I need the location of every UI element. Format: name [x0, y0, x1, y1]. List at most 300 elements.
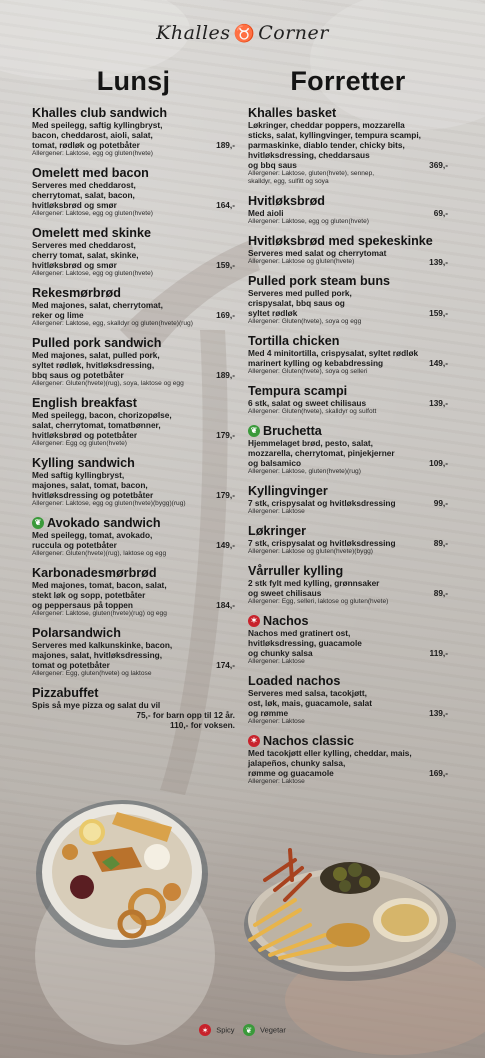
menu-item-desc-line — [248, 150, 448, 160]
menu-item-desc — [32, 410, 235, 440]
allergen-text: Allergener: Laktose — [248, 508, 305, 515]
menu-item-desc — [32, 240, 235, 270]
menu-item-desc-text: Med speilegg, saftig kyllingbryst, — [32, 120, 163, 130]
menu-item-name — [248, 674, 448, 688]
menu-item-name-text: Omelett med bacon — [32, 166, 149, 180]
allergen-text: Allergener: Laktose og gluten(hvete)(bygg) — [248, 548, 373, 555]
menu-item-desc — [32, 180, 235, 210]
allergen-line — [32, 270, 235, 278]
forretter-items — [248, 106, 448, 786]
bull-icon: ♉ — [233, 24, 256, 44]
menu-item-name — [32, 106, 235, 120]
menu-item-name — [248, 106, 448, 120]
menu-item-desc-line — [32, 470, 235, 480]
allergen-text: Allergener: Laktose, egg og gluten(hvete) — [248, 218, 369, 225]
menu-item-desc-line — [248, 698, 448, 708]
menu-item-allergens — [32, 270, 235, 278]
menu-item-desc-line — [248, 348, 448, 358]
menu-item-desc-line — [248, 120, 448, 130]
allergen-line — [32, 210, 235, 218]
menu-item-name — [248, 524, 448, 538]
menu-item-name — [32, 626, 235, 640]
menu-item-name: Pizzabuffet — [32, 686, 99, 700]
menu-item-desc-text: Løkringer, cheddar poppers, mozzarella — [248, 120, 405, 130]
menu-item-name — [32, 226, 235, 240]
menu-item-desc-line — [32, 140, 235, 150]
menu-item-desc-line — [248, 538, 448, 548]
menu-item-allergens — [248, 318, 448, 326]
allergen-line — [248, 408, 448, 416]
menu-item-desc-text: og bbq saus — [248, 160, 297, 170]
menu-item-name-text: Nachos classic — [263, 734, 355, 748]
menu-item-desc-text: cherry tomat, salat, skinke, — [32, 250, 139, 260]
menu-item-allergens — [248, 170, 448, 186]
menu-item-desc-text: majones, salat, hvitløksdressing, — [32, 650, 163, 660]
menu-item-desc — [248, 578, 448, 598]
menu-item-desc-text: Serveres med cheddarost, — [32, 240, 136, 250]
menu-item-name — [248, 614, 448, 628]
menu-item-desc-text: og sweet chilisaus — [248, 588, 322, 598]
menu-item-omelett-med-skinke — [32, 226, 235, 278]
menu-item-desc — [32, 640, 235, 670]
menu-item-desc-text: Nachos med gratinert ost, — [248, 628, 351, 638]
menu-item-allergens — [32, 210, 235, 218]
allergen-line — [32, 550, 235, 558]
menu-item-desc — [248, 120, 448, 170]
menu-item-desc-line — [32, 530, 235, 540]
menu-item-desc-line — [248, 160, 448, 170]
menu-item-desc-text: Hjemmelaget brød, pesto, salat, — [248, 438, 373, 448]
menu-item-desc-text: ruccula og potetbåter — [32, 540, 117, 550]
menu-item-desc-line — [248, 498, 448, 508]
menu-item-desc — [248, 438, 448, 468]
menu-item-name-text: Løkringer — [248, 524, 307, 538]
allergen-text: Allergener: Laktose og gluten(hvete) — [248, 258, 355, 265]
menu-item-desc-text: Med majones, salat, cherrytomat, — [32, 300, 163, 310]
menu-item-desc-text: bacon, cheddarost, aioli, salat, — [32, 130, 153, 140]
menu-item-name-text: Rekesmørbrød — [32, 286, 121, 300]
menu-item-desc-text: syltet rødløk, hvitløksdressing, — [32, 360, 155, 370]
menu-item-name-text: Omelett med skinke — [32, 226, 151, 240]
menu-item-allergens — [248, 258, 448, 266]
menu-item-desc — [248, 398, 448, 408]
menu-item-desc-text: tomat og potetbåter — [32, 660, 110, 670]
menu-item-desc-line — [32, 310, 235, 320]
legend-veg-label: Vegetar — [260, 1025, 286, 1035]
menu-item-desc — [32, 470, 235, 500]
menu-item-price: 139,- — [429, 257, 448, 267]
menu-item-name-text: Pulled pork steam buns — [248, 274, 391, 288]
menu-item-desc-line — [248, 448, 448, 458]
menu-item-desc — [248, 538, 448, 548]
forretter-column — [248, 66, 448, 794]
menu-item-price: 99,- — [433, 498, 448, 508]
legend — [0, 1024, 485, 1036]
menu-item-desc-line — [32, 430, 235, 440]
menu-item-desc-text: og chunky salsa — [248, 648, 313, 658]
menu-item-desc-text: Med majones, salat, pulled pork, — [32, 350, 160, 360]
menu-item-desc — [248, 498, 448, 508]
logo-text-right: Corner — [258, 22, 329, 44]
menu-item-price: 69,- — [433, 208, 448, 218]
menu-item-price: 189,- — [216, 140, 235, 150]
menu-item-desc — [32, 350, 235, 380]
menu-item-price: 139,- — [429, 708, 448, 718]
menu-item-price: 149,- — [429, 358, 448, 368]
menu-item-desc-text: hvitløksbrød og smør — [32, 260, 117, 270]
allergen-line — [32, 320, 235, 328]
menu-item-name-text: Hvitløksbrød med spekeskinke — [248, 234, 433, 248]
allergen-text: Allergener: Laktose — [248, 658, 305, 665]
menu-item-name — [248, 234, 448, 248]
menu-item-desc-line — [248, 140, 448, 150]
menu-item-price: 119,- — [429, 648, 448, 658]
menu-item-allergens — [248, 778, 448, 786]
allergen-text: Allergener: Egg, gluten(hvete) og laktose — [32, 670, 152, 677]
menu-item-desc-text: Med speilegg, bacon, chorizopølse, — [32, 410, 172, 420]
menu-item-desc-line — [248, 438, 448, 448]
leaf-icon: ❦ — [243, 1024, 255, 1036]
menu-item-desc-text: ost, løk, mais, guacamole, salat — [248, 698, 373, 708]
menu-item-desc — [248, 248, 448, 258]
allergen-line — [248, 718, 448, 726]
menu-item-price: 139,- — [429, 398, 448, 408]
menu-item-desc — [32, 300, 235, 320]
allergen-line — [248, 218, 448, 226]
allergen-line — [32, 380, 235, 388]
menu-item-desc-line — [32, 370, 235, 380]
allergen-text: Allergener: Laktose, egg og gluten(hvete) — [32, 270, 153, 277]
menu-item-pulled-pork-steam-buns — [248, 274, 448, 326]
menu-item-allergens — [248, 218, 448, 226]
menu-item-allergens — [248, 368, 448, 376]
menu-item-desc-line — [32, 650, 235, 660]
menu-item-avokado-sandwich — [32, 516, 235, 558]
leaf-icon: ❦ — [32, 517, 44, 529]
chili-icon: ✶ — [248, 735, 260, 747]
menu-item-desc-text: 2 stk fylt med kylling, grønnsaker — [248, 578, 380, 588]
menu-item-desc-text: Med majones, tomat, bacon, salat, — [32, 580, 167, 590]
menu-item-price: 189,- — [216, 370, 235, 380]
menu-item-price: 174,- — [216, 660, 235, 670]
menu-item-desc-text: og balsamico — [248, 458, 302, 468]
menu-item-desc-line — [32, 120, 235, 130]
menu-item-desc-text: bbq saus og potetbåter — [32, 370, 124, 380]
menu-item-hvitl-ksbr-d-med-spekeskinke — [248, 234, 448, 266]
menu-item-desc-line — [248, 130, 448, 140]
menu-item-name — [32, 396, 235, 410]
legend-spicy-label: Spicy — [216, 1025, 235, 1035]
menu-item-desc — [248, 748, 448, 778]
allergen-text: Allergener: Gluten(hvete), soya og egg — [248, 318, 362, 325]
menu-item-price: 179,- — [216, 430, 235, 440]
menu-item-khalles-club-sandwich — [32, 106, 235, 158]
menu-item-allergens — [32, 150, 235, 158]
menu-item-bruchetta — [248, 424, 448, 476]
menu-item-desc-line — [32, 240, 235, 250]
menu-item-desc: Spis så mye pizza og salat du vil — [32, 700, 161, 710]
menu-item-desc-text: mozzarella, cherrytomat, pinjekjerner — [248, 448, 395, 458]
chili-icon: ✶ — [248, 615, 260, 627]
allergen-line — [32, 610, 235, 618]
menu-item-kylling-sandwich — [32, 456, 235, 508]
menu-item-desc — [32, 530, 235, 550]
buffet-price-children: 75,- for barn opp til 12 år. — [136, 710, 235, 720]
allergen-text: skalldyr, egg, sulfitt og soya — [248, 178, 329, 185]
menu-item-name-text: Polarsandwich — [32, 626, 121, 640]
menu-item-price: 89,- — [433, 588, 448, 598]
menu-item-allergens — [248, 598, 448, 606]
menu-item-desc-line — [248, 648, 448, 658]
menu-item-desc-text: Med 4 minitortilla, crispysalat, syltet rødløk — [248, 348, 419, 358]
menu-item-name-text: Khalles club sandwich — [32, 106, 168, 120]
menu-item-desc-line — [32, 130, 235, 140]
menu-item-desc-text: parmaskinke, diablo tender, chicky bits, — [248, 140, 405, 150]
menu-item-english-breakfast — [32, 396, 235, 448]
lunsj-items — [32, 106, 235, 678]
menu-item-price: 169,- — [216, 310, 235, 320]
menu-item-khalles-basket — [248, 106, 448, 186]
menu-item-desc-line — [32, 350, 235, 360]
menu-item-desc — [32, 120, 235, 150]
menu-item-name-text: Kylling sandwich — [32, 456, 135, 470]
menu-item-desc-line — [32, 200, 235, 210]
menu-item-price: 159,- — [429, 308, 448, 318]
menu-item-allergens — [32, 320, 235, 328]
menu-item-allergens — [248, 658, 448, 666]
allergen-text: Allergener: Gluten(hvete), soya og selleri — [248, 368, 368, 375]
allergen-line — [32, 670, 235, 678]
fries-nachos-plate-image — [240, 840, 470, 990]
menu-item-desc — [248, 288, 448, 318]
menu-item-desc — [32, 580, 235, 610]
menu-item-omelett-med-bacon — [32, 166, 235, 218]
menu-item-price: 169,- — [429, 768, 448, 778]
menu-item-name — [248, 484, 448, 498]
allergen-text: Allergener: Egg og gluten(hvete) — [32, 440, 127, 447]
menu-item-desc-text: rømme og guacamole — [248, 768, 334, 778]
menu-item-rekesm-rbr-d — [32, 286, 235, 328]
menu-item-desc-line — [248, 748, 448, 758]
menu-item-desc-text: reker og lime — [32, 310, 84, 320]
menu-item-name — [248, 194, 448, 208]
menu-item-desc-line — [32, 580, 235, 590]
menu-item-allergens — [248, 468, 448, 476]
menu-item-desc-text: 6 stk, salat og sweet chilisaus — [248, 398, 367, 408]
allergen-line — [248, 508, 448, 516]
menu-item-desc-text: hvitløksdressing, cheddarsaus — [248, 150, 370, 160]
allergen-line — [248, 778, 448, 786]
allergen-line — [248, 368, 448, 376]
menu-item-price: 369,- — [429, 160, 448, 170]
menu-item-desc-text: 7 stk, crispysalat og hvitløksdressing — [248, 498, 396, 508]
chili-icon: ✶ — [199, 1024, 211, 1036]
allergen-line — [248, 258, 448, 266]
menu-item-allergens — [248, 408, 448, 416]
menu-item-desc-text: hvitløksdressing og potetbåter — [32, 490, 154, 500]
menu-item-allergens — [248, 548, 448, 556]
menu-item-pizzabuffet — [32, 686, 235, 730]
menu-item-desc-line — [32, 590, 235, 600]
menu-item-desc-line — [32, 360, 235, 370]
leaf-icon: ❦ — [248, 425, 260, 437]
menu-item-allergens — [32, 380, 235, 388]
menu-item-allergens — [32, 670, 235, 678]
menu-item-va-rruller-kylling — [248, 564, 448, 606]
menu-item-desc-text: Med saftig kyllingbryst, — [32, 470, 125, 480]
menu-item-polarsandwich — [32, 626, 235, 678]
menu-item-desc-line — [248, 458, 448, 468]
menu-item-desc-text: Serveres med kalkunskinke, bacon, — [32, 640, 173, 650]
menu-item-name — [32, 336, 235, 350]
menu-item-desc-line — [248, 298, 448, 308]
allergen-text: Allergener: Gluten(hvete)(rug), soya, laktose og egg — [32, 380, 184, 387]
menu-item-price: 89,- — [433, 538, 448, 548]
menu-item-desc-line — [32, 660, 235, 670]
allergen-text: Allergener: Laktose, gluten(hvete), sennep, — [248, 170, 375, 177]
menu-item-name — [248, 274, 448, 288]
menu-item-desc-text: tomat, rødløk og potetbåter — [32, 140, 140, 150]
menu-item-allergens — [32, 550, 235, 558]
allergen-line — [32, 150, 235, 158]
menu-item-name-text: Khalles basket — [248, 106, 337, 120]
menu-item-desc-line — [32, 180, 235, 190]
menu-item-desc-line — [248, 358, 448, 368]
menu-item-kyllingvinger — [248, 484, 448, 516]
forretter-title: Forretter — [290, 66, 406, 96]
menu-item-pulled-pork-sandwich — [32, 336, 235, 388]
menu-item-desc-text: stekt løk og sopp, potetbåter — [32, 590, 146, 600]
menu-item-desc-line — [248, 628, 448, 638]
menu-item-desc-line — [248, 208, 448, 218]
menu-item-desc-line — [32, 640, 235, 650]
menu-item-tortilla-chicken — [248, 334, 448, 376]
menu-item-desc-text: Serveres med salsa, tacokjøtt, — [248, 688, 367, 698]
menu-item-desc — [248, 348, 448, 368]
menu-item-desc-text: syltet rødløk — [248, 308, 298, 318]
menu-item-desc-line — [32, 260, 235, 270]
menu-item-price: 159,- — [216, 260, 235, 270]
buffet-price-adults: 110,- for voksen. — [169, 720, 235, 730]
menu-item-desc-line — [248, 708, 448, 718]
menu-item-name-text: Tempura scampi — [248, 384, 348, 398]
starter-platter-image — [32, 792, 222, 952]
menu-item-allergens — [32, 610, 235, 618]
allergen-text: Allergener: Laktose, egg, skalldyr og gluten(hvete)(rug) — [32, 320, 193, 327]
menu-item-name — [32, 566, 235, 580]
menu-item-desc-line — [32, 600, 235, 610]
menu-item-desc-text: Serveres med salat og cherrytomat — [248, 248, 387, 258]
menu-item-desc-line — [32, 410, 235, 420]
menu-item-name-text: Loaded nachos — [248, 674, 341, 688]
allergen-text: Allergener: Gluten(hvete), skalldyr og sulfott — [248, 408, 377, 415]
allergen-text: Allergener: Laktose, gluten(hvete)(rug) — [248, 468, 361, 475]
menu-item-tempura-scampi — [248, 384, 448, 416]
allergen-line — [248, 318, 448, 326]
menu-item-desc-line — [32, 420, 235, 430]
menu-item-desc-line — [248, 688, 448, 698]
menu-item-desc-line — [248, 248, 448, 258]
allergen-line — [32, 500, 235, 508]
menu-item-desc-line — [248, 288, 448, 298]
allergen-text: Allergener: Laktose, egg og gluten(hvete) — [32, 150, 153, 157]
menu-item-allergens — [248, 718, 448, 726]
menu-item-name-text: Tortilla chicken — [248, 334, 340, 348]
menu-item-name — [248, 384, 448, 398]
menu-item-desc — [248, 208, 448, 218]
menu-item-desc-text: og rømme — [248, 708, 289, 718]
logo-text-left: Khalles — [156, 22, 231, 44]
menu-item-allergens — [32, 500, 235, 508]
menu-item-name — [32, 286, 235, 300]
menu-item-desc-line — [32, 250, 235, 260]
allergen-line — [248, 598, 448, 606]
allergen-line — [248, 548, 448, 556]
allergen-text: Allergener: Gluten(hvete)(rug), laktose og egg — [32, 550, 167, 557]
menu-item-name — [248, 734, 448, 748]
allergen-line — [248, 468, 448, 476]
allergen-text: Allergener: Laktose, gluten(hvete)(rug) og egg — [32, 610, 167, 617]
menu-item-karbonadesm-rbr-d — [32, 566, 235, 618]
allergen-line — [248, 178, 448, 186]
menu-item-hvitl-ksbr-d — [248, 194, 448, 226]
menu-item-name-text: English breakfast — [32, 396, 137, 410]
allergen-text: Allergener: Laktose — [248, 718, 305, 725]
menu-item-name-text: Nachos — [263, 614, 309, 628]
menu-item-desc-text: og peppersaus på toppen — [32, 600, 133, 610]
restaurant-logo — [0, 22, 485, 44]
menu-item-loaded-nachos — [248, 674, 448, 726]
menu-item-allergens — [32, 440, 235, 448]
menu-item-l-kringer — [248, 524, 448, 556]
menu-item-desc-text: sticks, salat, kyllingvinger, tempura scampi, — [248, 130, 421, 140]
allergen-text: Allergener: Laktose — [248, 778, 305, 785]
menu-item-nachos-classic — [248, 734, 448, 786]
menu-item-desc-text: marinert kylling og kebabdressing — [248, 358, 384, 368]
menu-item-name — [32, 166, 235, 180]
menu-item-name-text: Kyllingvinger — [248, 484, 328, 498]
menu-item-name-text: Hvitløksbrød — [248, 194, 325, 208]
menu-item-name-text: Vårruller kylling — [248, 564, 344, 578]
menu-item-name-text: Avokado sandwich — [47, 516, 161, 530]
menu-item-price: 149,- — [216, 540, 235, 550]
allergen-text: Allergener: Laktose, egg og gluten(hvete)(bygg)(rug) — [32, 500, 186, 507]
menu-item-nachos — [248, 614, 448, 666]
menu-item-name-text: Pulled pork sandwich — [32, 336, 162, 350]
menu-item-desc-text: salat, cherrytomat, tomatbønner, — [32, 420, 161, 430]
menu-item-desc-line — [32, 480, 235, 490]
menu-item-desc-line — [248, 758, 448, 768]
menu-item-desc-line — [32, 300, 235, 310]
menu-item-name — [32, 456, 235, 470]
menu-item-name-text: Bruchetta — [263, 424, 322, 438]
menu-item-desc-text: 7 stk, crispysalat og hvitløksdressing — [248, 538, 396, 548]
allergen-line — [32, 440, 235, 448]
menu-item-price: 179,- — [216, 490, 235, 500]
menu-item-desc-line — [248, 578, 448, 588]
lunsj-column — [32, 66, 235, 738]
allergen-text: Allergener: Egg, selleri, laktose og gluten(hvete) — [248, 598, 389, 605]
menu-item-desc-text: Serveres med pulled pork, — [248, 288, 352, 298]
menu-item-name — [248, 424, 448, 438]
lunsj-title: Lunsj — [96, 66, 171, 96]
menu-item-desc-text: crispysalat, bbq saus og — [248, 298, 345, 308]
menu-item-name — [32, 516, 235, 530]
menu-item-desc-line — [248, 638, 448, 648]
menu-item-name — [248, 564, 448, 578]
menu-item-desc-text: cherrytomat, salat, bacon, — [32, 190, 135, 200]
menu-item-desc-text: Med tacokjøtt eller kylling, cheddar, mais, — [248, 748, 412, 758]
